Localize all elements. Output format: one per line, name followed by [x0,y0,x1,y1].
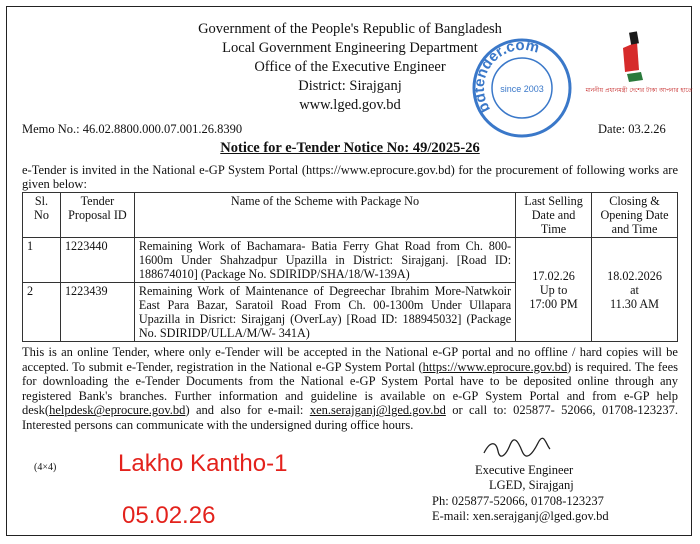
closing-date: 18.02.2026 [607,268,662,283]
col-header-tender-id: Tender Proposal ID [60,193,134,238]
body-paragraph [22,345,678,433]
last-selling-upto: Up to [539,282,568,297]
cell-closing [592,238,678,342]
cell-tender-id: 1223439 [60,283,134,342]
header-office: Office of the Executive Engineer [254,59,446,75]
signatory-email: E-mail: xen.serajganj@lged.gov.bd [432,509,609,523]
handwritten-date: 05.02.26 [122,502,216,529]
intro-paragraph: e-Tender is invited in the National e-GP System Portal (https://www.eprocure.gov.bd) for the procurement of following works are given below: [22,163,678,191]
signatory-phone: Ph: 025877-52066, 01708-123237 [432,494,604,508]
closing-at: at [630,282,639,297]
cell-sl: 1 [23,238,61,283]
header-government: Government of the People's Republic of Bangladesh [198,21,502,37]
cell-last-selling [516,238,592,342]
eprocure-link[interactable]: https://www.eprocure.gov.bd [422,359,568,374]
cell-tender-id: 1223440 [60,238,134,283]
cell-scheme-name: Remaining Work of Maintenance of Degreechar Ibrahim More-Natwkoir East Para Bazar, Saratoil Road From Ch. 00-1300m Under Ullapara Upazilla in Disrict: Sirajganj (OverLay) [Road ID: 188945032] (Package No. SDIRIDP/ULLA/M/W- 341A) [134,283,515,342]
closing-time: 11.30 AM [610,296,659,311]
header-district: District: Sirajganj [298,78,402,94]
header-department: Local Government Engineering Department [222,40,478,56]
logo-caption: মাননীয় প্রধানমন্ত্রী দেশের টাকা আপনার হাতে [585,87,693,94]
memo-number: Memo No.: 46.02.8800.000.07.001.26.8390 [22,122,243,136]
signatory-designation: Executive Engineer [475,463,574,477]
last-selling-time: 17:00 PM [529,296,578,311]
helpdesk-email-link[interactable]: helpdesk@eprocure.gov.bd [49,403,186,418]
size-note: (4×4) [34,462,57,473]
col-header-closing: Closing & Opening Date and Time [592,193,678,238]
office-email-link[interactable]: xen.serajganj@lged.gov.bd [309,403,446,418]
body-text-1: This is an online Tender, where only e-Tender will be accepted in the National e-GP portal and no offline / hard copies will be accepted. To submit e-Tender, registration in the National e-GP System Portal ( [22,345,678,374]
cell-sl: 2 [23,283,61,342]
body-text-4: or call to: 025877- 52066, 01708-123237. Interested persons can communicate with the undersigned during office hours. [22,403,678,432]
watermark-text: bdtender.com [470,36,542,116]
body-text-2: ) is required. The fees for downloading the e-Tender Documents from the National e-GP System Portal have to be deposited online through any registered Bank's branches. Further information and guideline is available on e-GP System Portal and from e-GP help desk( [22,359,678,418]
cell-scheme-name: Remaining Work of Bachamara- Batia Ferry Ghat Road from Ch. 800-1600m Under Shahzadpur Upazilla in District: Sirajganj. [Road ID: 188674010] (Package No. SDIRIDP/SHA/18/W-139A) [134,238,515,283]
watermark-since: since 2003 [500,84,544,94]
table-row [23,238,678,283]
bdtender-watermark-stamp [468,34,576,142]
signatory-office: LGED, Sirajganj [489,478,574,492]
signature-scribble [482,437,552,459]
last-selling-date: 17.02.26 [532,268,575,283]
campaign-logo [585,22,693,102]
header-website: www.lged.gov.bd [299,97,401,113]
col-header-sl: Sl. No [23,193,61,238]
svg-text:bdtender.com [468,34,547,120]
notice-title: Notice for e-Tender Notice No: 49/2025-26 [220,140,480,156]
handwritten-newspaper: Lakho Kantho-1 [118,450,288,477]
tender-table [22,192,678,342]
table-header-row [23,193,678,238]
body-text-3: ) and also for e-mail: [185,403,310,418]
col-header-scheme: Name of the Scheme with Package No [134,193,515,238]
col-header-last-selling: Last Selling Date and Time [516,193,592,238]
notice-date: Date: 03.2.26 [598,122,666,136]
